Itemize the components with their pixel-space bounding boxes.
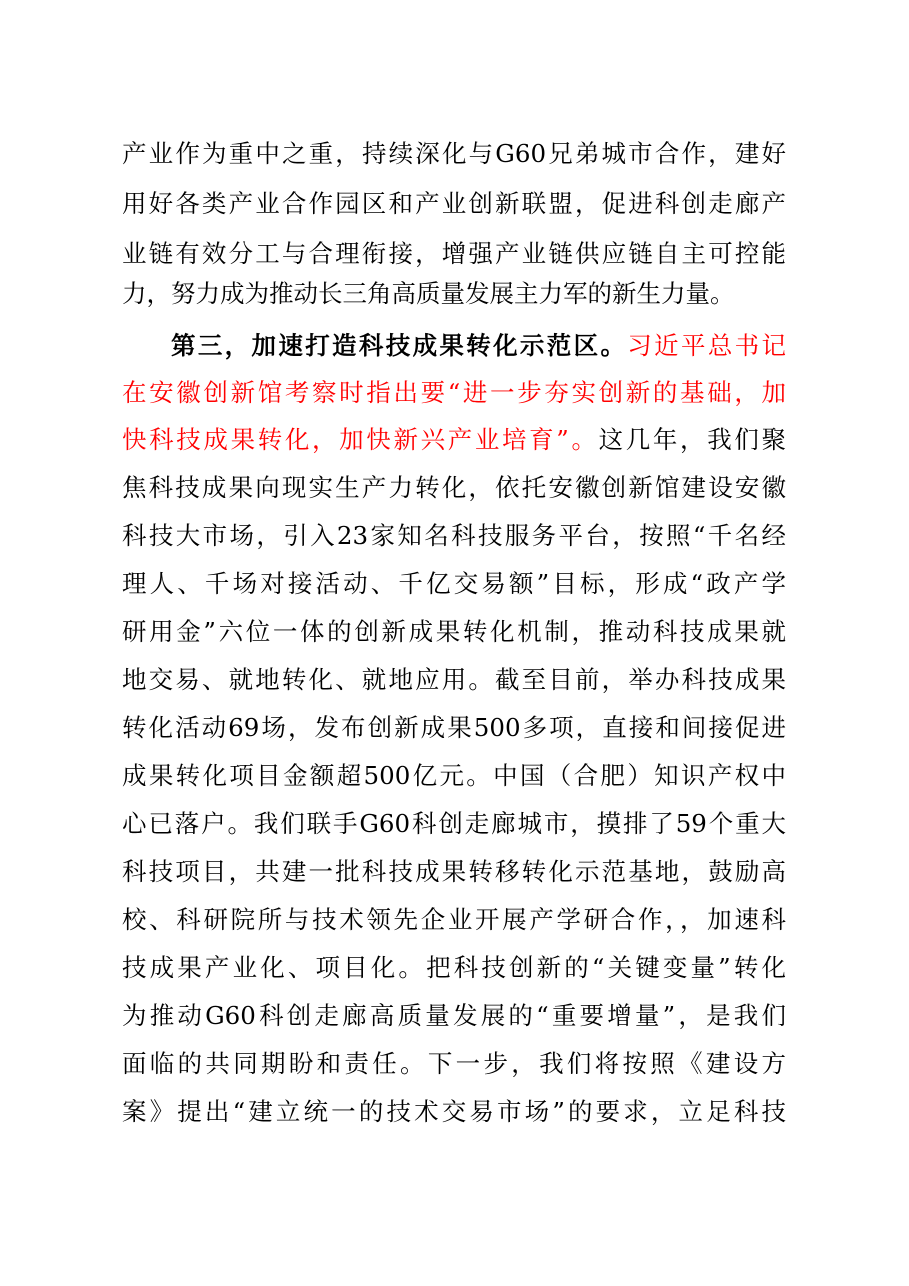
- paragraph-line: 理人、千场对接活动、千亿交易额”目标，形成“政产学: [122, 569, 786, 598]
- paragraph-line: 科技大市场，引入23家知名科技服务平台，按照“千名经: [122, 521, 786, 550]
- paragraph-line: 面临的共同期盼和责任。下一步，我们将按照《建设方: [122, 1049, 786, 1078]
- paragraph-line: 力，努力成为推动长三角高质量发展主力军的新生力量。: [122, 279, 735, 308]
- paragraph-line: 焦科技成果向现实生产力转化，依托安徽创新馆建设安徽: [122, 473, 786, 502]
- paragraph-line: 为推动G60科创走廊高质量发展的“重要增量”，是我们: [122, 1001, 786, 1030]
- paragraph-line: 校、科研院所与技术领先企业开展产学研合作，，加速科: [122, 905, 786, 934]
- paragraph-line: 业链有效分工与合理衔接，增强产业链供应链自主可控能: [122, 239, 786, 268]
- quote-text: 快科技成果转化，加快新兴产业培育”。: [122, 425, 599, 454]
- paragraph-line: 成果转化项目金额超500亿元。中国（合肥）知识产权中: [122, 761, 786, 790]
- quote-text: 习近平总书记: [627, 331, 787, 360]
- paragraph-line: 地交易、就地转化、就地应用。截至目前，举办科技成果: [122, 665, 786, 694]
- paragraph-line: [122, 420, 786, 460]
- paragraph-line: 用好各类产业合作园区和产业创新联盟，促进科创走廊产: [122, 189, 786, 218]
- quote-line: 在安徽创新馆考察时指出要“进一步夯实创新的基础，加: [122, 378, 786, 407]
- paragraph-line: [171, 326, 786, 366]
- paragraph-line: 产业作为重中之重，持续深化与G60兄弟城市合作，建好: [122, 139, 786, 168]
- paragraph-line: 案》提出“建立统一的技术交易市场”的要求，立足科技: [122, 1097, 786, 1126]
- paragraph-line: 转化活动69场，发布创新成果500多项，直接和间接促进: [122, 713, 786, 742]
- paragraph-text: 这几年，我们聚: [598, 425, 786, 454]
- section-heading: 第三，加速打造科技成果转化示范区。: [171, 331, 628, 360]
- paragraph-line: 心已落户。我们联手G60科创走廊城市，摸排了59个重大: [122, 809, 786, 838]
- paragraph-line: 科技项目，共建一批科技成果转移转化示范基地，鼓励高: [122, 857, 786, 886]
- paragraph-line: 技成果产业化、项目化。把科技创新的“关键变量”转化: [122, 953, 786, 982]
- paragraph-line: 研用金”六位一体的创新成果转化机制，推动科技成果就: [122, 617, 786, 646]
